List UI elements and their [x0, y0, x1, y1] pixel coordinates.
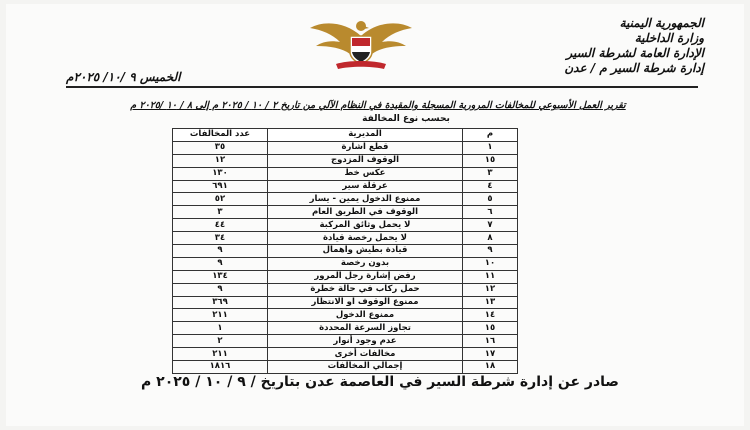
- row-violation-type: الوقوف المزدوج: [268, 154, 463, 167]
- table-row: [173, 219, 518, 232]
- row-index: ١٠: [463, 257, 518, 270]
- row-index: ١٧: [463, 348, 518, 361]
- row-violation-type: عكس خط: [268, 167, 463, 180]
- row-count: ١٣٤: [173, 270, 268, 283]
- row-index: ١٦: [463, 335, 518, 348]
- table-row: [173, 270, 518, 283]
- row-count: ٢١١: [173, 348, 268, 361]
- header-count: عدد المخالفات: [173, 129, 268, 142]
- table-row: [173, 283, 518, 296]
- row-count: ٢١١: [173, 309, 268, 322]
- row-index: ٥: [463, 193, 518, 206]
- report-title: تقرير العمل الأسبوعي للمخالفات المرورية المسجلة والمقيدة في النظام الآلي من تاريخ ٢ / ١٠ / ٢٠٢٥ م إلى ٨ / ١٠ /٢٠٢٥ م: [130, 100, 626, 111]
- letterhead-line-department: إدارة شرطة السير م / عدن: [564, 61, 704, 75]
- letterhead-line-republic: الجمهورية اليمنية: [619, 16, 704, 30]
- row-violation-type: بدون رخصة: [268, 257, 463, 270]
- row-index: ١٤: [463, 309, 518, 322]
- row-violation-type: الوقوف في الطريق العام: [268, 206, 463, 219]
- row-violation-type: ممنوع الدخول: [268, 309, 463, 322]
- letterhead-line-ministry: وزارة الداخلية: [634, 31, 704, 45]
- row-index: ٤: [463, 180, 518, 193]
- row-count: ١٣٠: [173, 167, 268, 180]
- row-violation-type: مخالفات أخرى: [268, 348, 463, 361]
- row-count: ٥٢: [173, 193, 268, 206]
- row-index: ٧: [463, 219, 518, 232]
- letterhead: [474, 16, 704, 76]
- header-divider: [66, 86, 698, 88]
- row-violation-type: قيادة بطيش واهمال: [268, 245, 463, 258]
- table-row: [173, 348, 518, 361]
- row-count: ٣٦٩: [173, 296, 268, 309]
- row-violation-type: ممنوع الوقوف او الانتظار: [268, 296, 463, 309]
- row-violation-type: لا يحمل رخصة قيادة: [268, 232, 463, 245]
- table-row: [173, 206, 518, 219]
- table-row: [173, 154, 518, 167]
- row-count: ٣٥: [173, 141, 268, 154]
- row-index: ١٥: [463, 154, 518, 167]
- row-count: ١٢: [173, 154, 268, 167]
- row-violation-type: عرقلة سير: [268, 180, 463, 193]
- header-violation-type: المديرية: [268, 129, 463, 142]
- table-row: [173, 193, 518, 206]
- table-row: [173, 141, 518, 154]
- table-row: [173, 361, 518, 374]
- header-index: م: [463, 129, 518, 142]
- table-row: [173, 335, 518, 348]
- row-index: ٣: [463, 167, 518, 180]
- row-violation-type: حمل ركاب في حالة خطرة: [268, 283, 463, 296]
- row-violation-type: رفض إشارة رجل المرور: [268, 270, 463, 283]
- row-index: ١: [463, 141, 518, 154]
- row-violation-type: عدم وجود أنوار: [268, 335, 463, 348]
- table-row: [173, 322, 518, 335]
- row-index: ١٢: [463, 283, 518, 296]
- row-count: ٩: [173, 283, 268, 296]
- row-count: ٩: [173, 245, 268, 258]
- row-count: ١٨١٦: [173, 361, 268, 374]
- table-row: [173, 167, 518, 180]
- row-violation-type: تجاوز السرعة المحددة: [268, 322, 463, 335]
- row-count: ٢: [173, 335, 268, 348]
- row-index: ١٥: [463, 322, 518, 335]
- issued-statement: صادر عن إدارة شرطة السير في العاصمة عدن بتاريخ / ٩ / ١٠ / ٢٠٢٥ م: [141, 374, 619, 390]
- row-violation-type: قطع اشارة: [268, 141, 463, 154]
- document-page: [6, 4, 744, 426]
- table-row: [173, 232, 518, 245]
- row-count: ٦٩١: [173, 180, 268, 193]
- row-index: ٩: [463, 245, 518, 258]
- row-count: ٩: [173, 257, 268, 270]
- row-count: ١: [173, 322, 268, 335]
- violations-table: [172, 128, 518, 374]
- row-violation-type: ممنوع الدخول يمين - يسار: [268, 193, 463, 206]
- row-count: ٤٤: [173, 219, 268, 232]
- row-count: ٣: [173, 206, 268, 219]
- row-index: ٦: [463, 206, 518, 219]
- row-count: ٣٤: [173, 232, 268, 245]
- row-violation-type: إجمالي المخالفات: [268, 361, 463, 374]
- table-row: [173, 309, 518, 322]
- table-body: [173, 141, 518, 373]
- document-date: الخميس ٩ /١٠/ ٢٠٢٥م: [66, 70, 181, 84]
- row-index: ١٨: [463, 361, 518, 374]
- table-row: [173, 257, 518, 270]
- row-index: ٨: [463, 232, 518, 245]
- report-subtitle: بحسب نوع المخالفة: [362, 114, 450, 124]
- table-header-row: [173, 129, 518, 142]
- row-violation-type: لا يحمل وثائق المركبة: [268, 219, 463, 232]
- row-index: ١١: [463, 270, 518, 283]
- letterhead-line-directorate: الإدارة العامة لشرطة السير: [566, 46, 704, 60]
- table-row: [173, 180, 518, 193]
- eagle-emblem-icon: [306, 14, 416, 72]
- table-row: [173, 245, 518, 258]
- row-index: ١٣: [463, 296, 518, 309]
- table-row: [173, 296, 518, 309]
